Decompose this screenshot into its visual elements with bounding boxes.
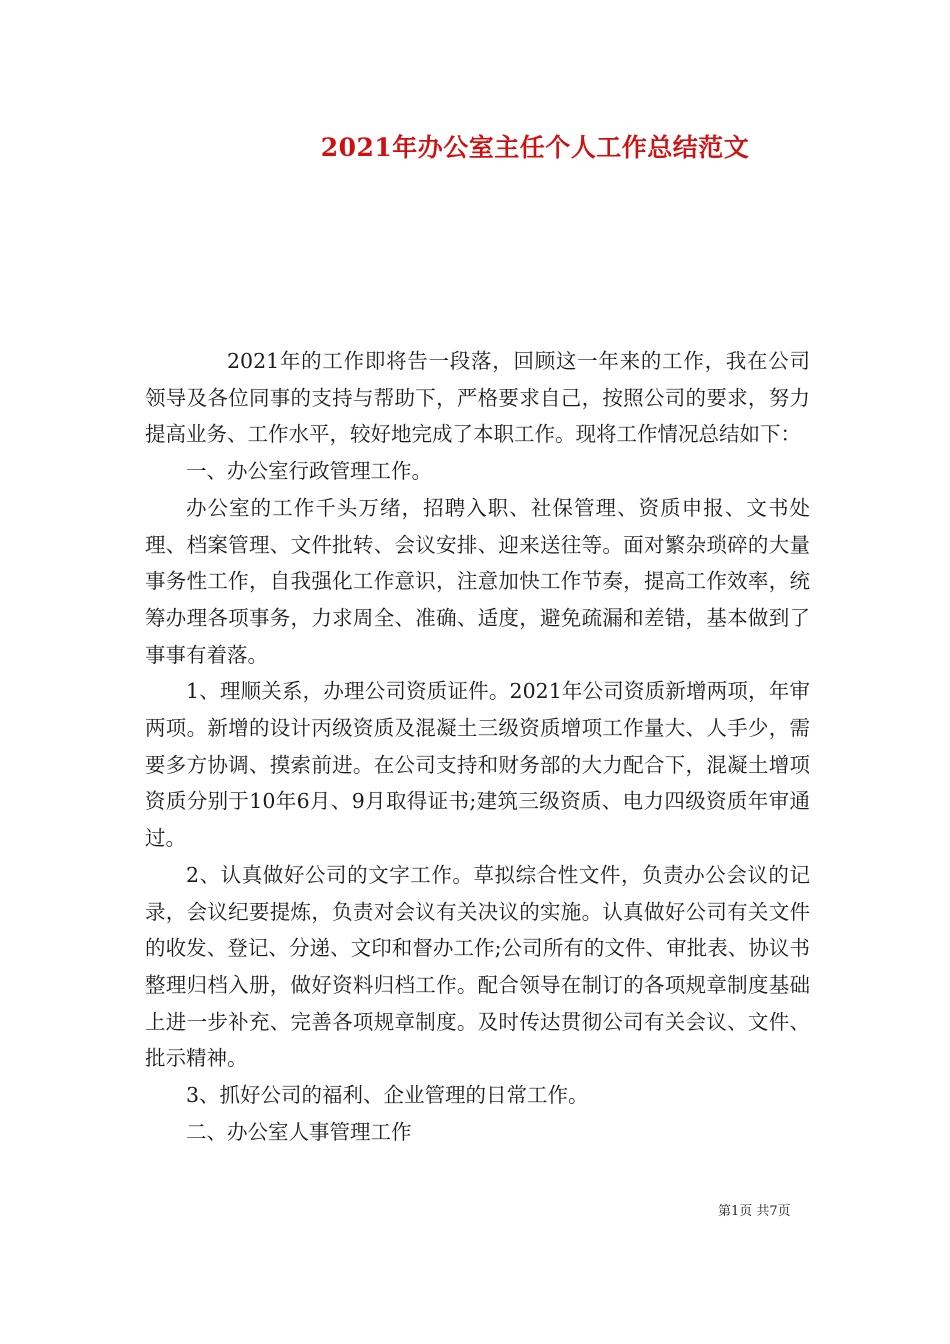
- paragraph-admin-overview: 办公室的工作千头万绪，招聘入职、社保管理、资质申报、文书处理、档案管理、文件批转、会议安排、迎来送往等。面对繁杂琐碎的大量事务性工作，自我强化工作意识，注意加快工作节奏，提高工作效率，统筹办理各项事务，力求周全、准确、适度，避免疏漏和差错，基本做到了事事有着落。: [145, 495, 810, 667]
- paragraph-intro: 2021年的工作即将告一段落，回顾这一年来的工作，我在公司领导及各位同事的支持与帮助下，严格要求自己，按照公司的要求，努力提高业务、工作水平，较好地完成了本职工作。现将工作情况总结如下：: [145, 349, 810, 447]
- page-number: 第1页 共7页: [718, 1204, 791, 1219]
- document-title: 2021年办公室主任个人工作总结范文: [320, 133, 750, 162]
- section-heading-admin: 一、办公室行政管理工作。: [186, 459, 432, 484]
- section-heading-hr: 二、办公室人事管理工作: [186, 1119, 412, 1144]
- document-body: [145, 343, 810, 1150]
- paragraph-item-1: 1、理顺关系，办理公司资质证件。2021年公司资质新增两项，年审两项。新增的设计丙级资质及混凝土三级资质增项工作量大、人手少，需要多方协调、摸索前进。在公司支持和财务部的大力配合下，混凝土增项资质分别于10年6月、9月取得证书;建筑三级资质、电力四级资质年审通过。: [145, 679, 810, 851]
- paragraph-item-2: 2、认真做好公司的文字工作。草拟综合性文件，负责办公会议的记录，会议纪要提炼，负责对会议有关决议的实施。认真做好公司有关文件的收发、登记、分递、文印和督办工作;公司所有的文件、审批表、协议书整理归档入册，做好资料归档工作。配合领导在制订的各项规章制度基础上进一步补充、完善各项规章制度。及时传达贯彻公司有关会议、文件、批示精神。: [145, 862, 810, 1071]
- paragraph-item-3: 3、抓好公司的福利、企业管理的日常工作。: [186, 1083, 589, 1108]
